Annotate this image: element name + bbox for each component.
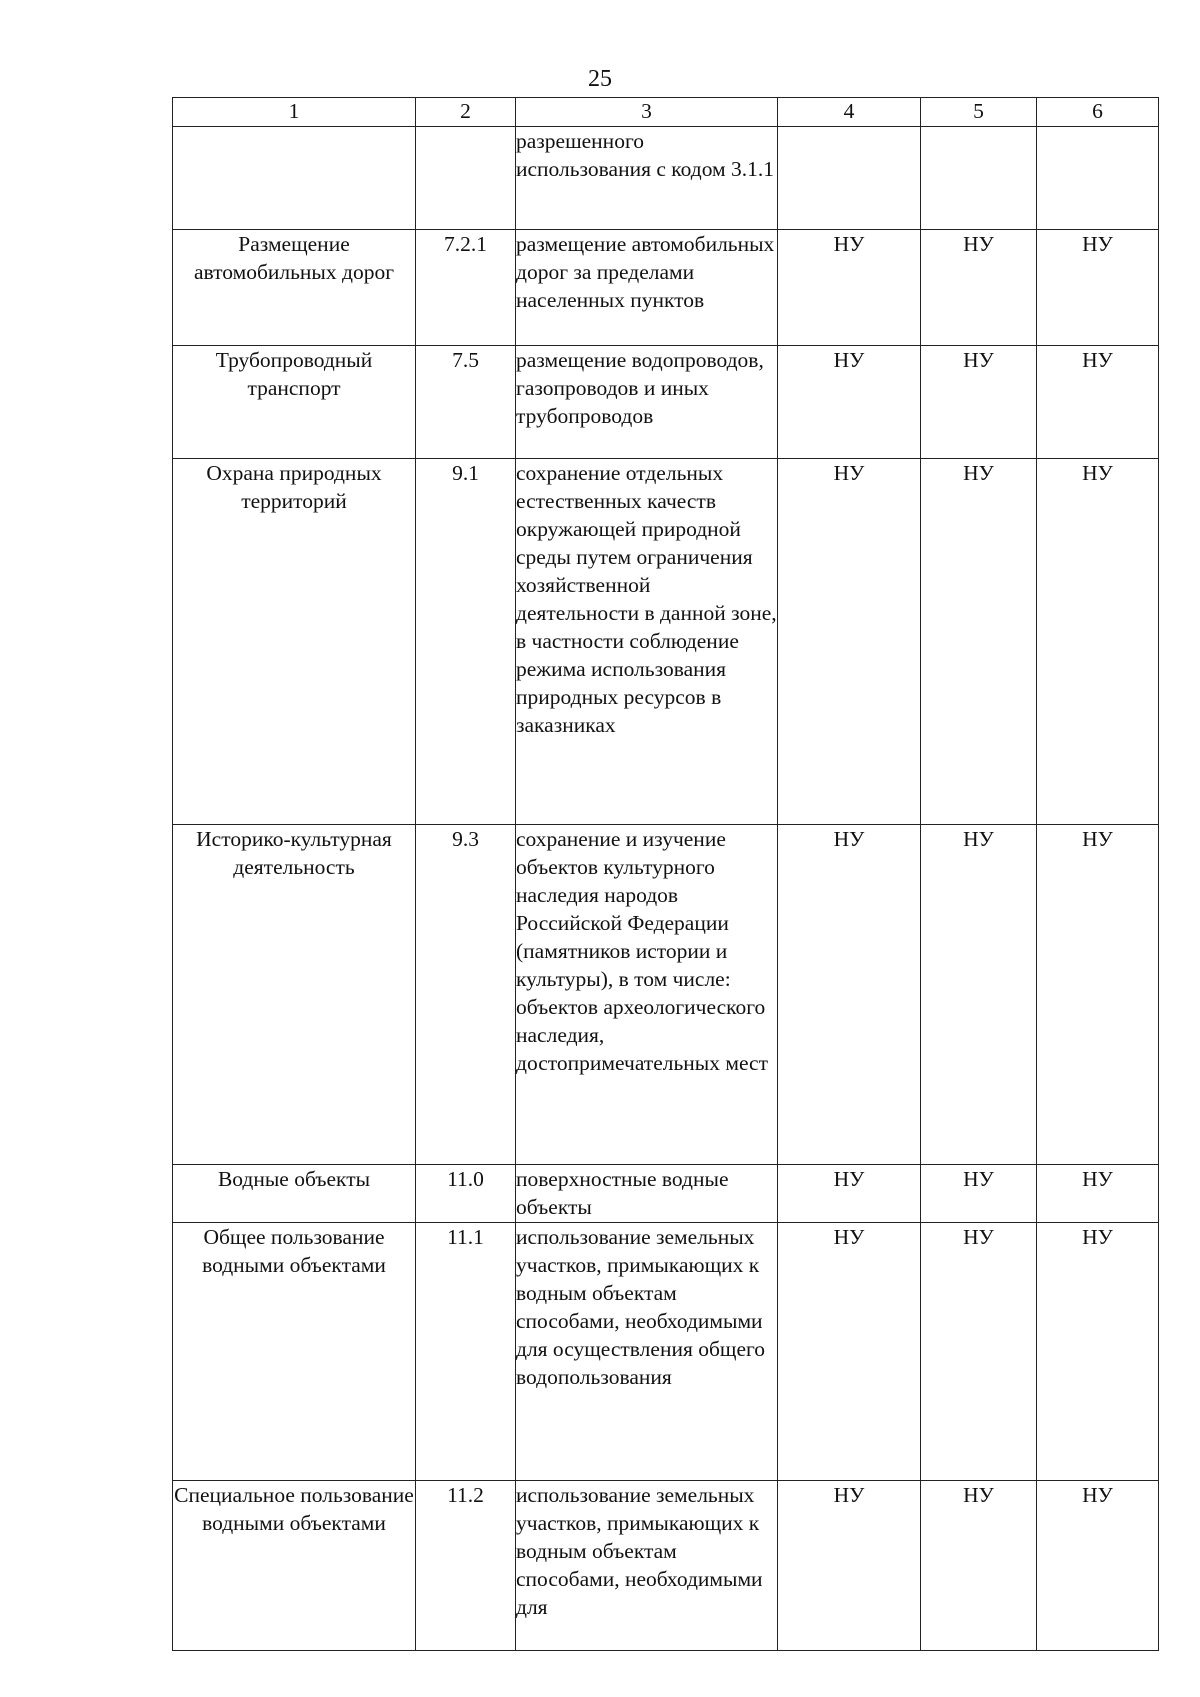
column-header-6: 6 — [1037, 98, 1159, 127]
param-4-cell: НУ — [778, 1165, 921, 1223]
use-name-cell: Размещение автомобильных дорог — [173, 230, 416, 346]
table-row — [173, 230, 1159, 346]
column-header-4: 4 — [778, 98, 921, 127]
use-code-cell — [416, 127, 516, 230]
table-row — [173, 346, 1159, 459]
param-4-cell: НУ — [778, 1223, 921, 1481]
use-name-cell: Трубопроводный транспорт — [173, 346, 416, 459]
use-name-cell: Общее пользование водными объектами — [173, 1223, 416, 1481]
use-code-cell: 11.0 — [416, 1165, 516, 1223]
param-6-cell — [1037, 127, 1159, 230]
param-4-cell: НУ — [778, 230, 921, 346]
param-5-cell: НУ — [921, 346, 1037, 459]
use-code-cell: 7.5 — [416, 346, 516, 459]
column-header-3: 3 — [516, 98, 778, 127]
use-code-cell: 7.2.1 — [416, 230, 516, 346]
use-name-cell: Специальное пользование водными объектами — [173, 1481, 416, 1651]
column-header-1: 1 — [173, 98, 416, 127]
land-use-table — [172, 97, 1159, 1651]
param-6-cell: НУ — [1037, 230, 1159, 346]
param-5-cell: НУ — [921, 1481, 1037, 1651]
param-4-cell: НУ — [778, 459, 921, 825]
table-header-row — [173, 98, 1159, 127]
use-description-cell: сохранение и изучение объектов культурного наследия народов Российской Федерации (памятников истории и культуры), в том числе: объектов археологического наследия, достопримечательных мест — [516, 825, 778, 1165]
use-description-cell: размещение водопроводов, газопроводов и иных трубопроводов — [516, 346, 778, 459]
param-4-cell: НУ — [778, 346, 921, 459]
use-code-cell: 9.3 — [416, 825, 516, 1165]
use-description-cell: использование земельных участков, примыкающих к водным объектам способами, необходимыми для осуществления общего водопользования — [516, 1223, 778, 1481]
column-header-2: 2 — [416, 98, 516, 127]
param-4-cell: НУ — [778, 1481, 921, 1651]
table-row — [173, 459, 1159, 825]
use-code-cell: 9.1 — [416, 459, 516, 825]
table-row — [173, 1223, 1159, 1481]
use-name-cell: Охрана природных территорий — [173, 459, 416, 825]
use-description-cell: использование земельных участков, примыкающих к водным объектам способами, необходимыми для — [516, 1481, 778, 1651]
param-5-cell: НУ — [921, 459, 1037, 825]
use-code-cell: 11.1 — [416, 1223, 516, 1481]
use-description-cell: размещение автомобильных дорог за пределами населенных пунктов — [516, 230, 778, 346]
use-description-cell: разрешенного использования с кодом 3.1.1 — [516, 127, 778, 230]
param-5-cell: НУ — [921, 825, 1037, 1165]
param-5-cell — [921, 127, 1037, 230]
param-6-cell: НУ — [1037, 1481, 1159, 1651]
use-description-cell: поверхностные водные объекты — [516, 1165, 778, 1223]
param-4-cell — [778, 127, 921, 230]
use-code-cell: 11.2 — [416, 1481, 516, 1651]
param-6-cell: НУ — [1037, 825, 1159, 1165]
page-number: 25 — [588, 66, 612, 92]
param-5-cell: НУ — [921, 230, 1037, 346]
use-name-cell: Историко-культурная деятельность — [173, 825, 416, 1165]
param-4-cell: НУ — [778, 825, 921, 1165]
param-5-cell: НУ — [921, 1165, 1037, 1223]
param-6-cell: НУ — [1037, 459, 1159, 825]
table-row — [173, 1481, 1159, 1651]
column-header-5: 5 — [921, 98, 1037, 127]
use-name-cell — [173, 127, 416, 230]
param-6-cell: НУ — [1037, 346, 1159, 459]
table-row — [173, 1165, 1159, 1223]
table-row — [173, 127, 1159, 230]
param-6-cell: НУ — [1037, 1223, 1159, 1481]
param-5-cell: НУ — [921, 1223, 1037, 1481]
param-6-cell: НУ — [1037, 1165, 1159, 1223]
table-row — [173, 825, 1159, 1165]
use-name-cell: Водные объекты — [173, 1165, 416, 1223]
use-description-cell: сохранение отдельных естественных качеств окружающей природной среды путем ограничения хозяйственной деятельности в данной зоне, в частности соблюдение режима использования природных ресурсов в заказниках — [516, 459, 778, 825]
